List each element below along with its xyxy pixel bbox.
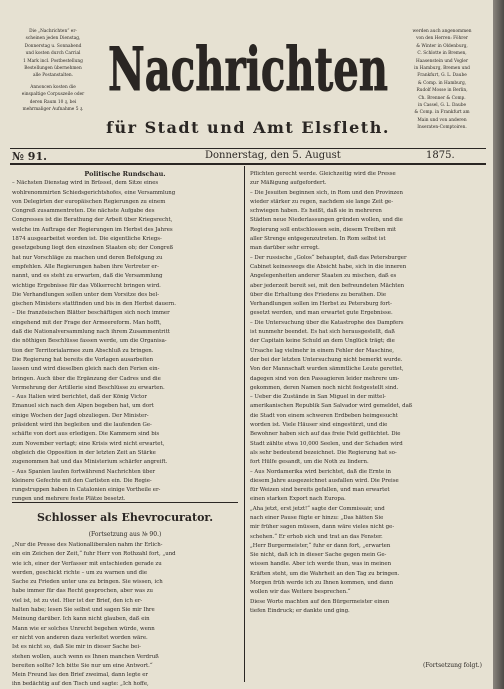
text-line: wollen wir das Weitere besprechen.“: [250, 589, 351, 596]
text-line: schehen.“ Er erhob sich und trat an das Fenster.: [250, 533, 383, 540]
agent-line: & Winter in Oldenburg,: [416, 43, 468, 49]
text-line: Morgen früh werde ich zu Ihnen kommen, und dann: [250, 580, 394, 587]
text-line: Verhandlungen sollen im Herbst zu Petersburg fort-: [250, 301, 392, 308]
text-line: Sie nicht, daß ich in dieser Sache gegen mein Ge-: [250, 552, 387, 559]
text-line: ist nunmehr beendet. Es hat sich herausgestellt, daß: [250, 329, 395, 336]
subscription-line: scheinen jeden Dienstag,: [25, 36, 81, 42]
text-line: nannt, und es steht zu erwarten, daß die Versammlung: [12, 273, 163, 280]
advertising-rates: [10, 84, 96, 114]
subscription-line: Donnerstag u. Sonnabend: [24, 43, 82, 49]
agent-line: Frankfurt, G. L. Daube: [417, 73, 467, 79]
masthead-bottom-rule: [10, 163, 486, 165]
feuilleton-title: Schlosser als Ehevrocurator.: [36, 511, 214, 524]
text-line: Mann wie er solches Unrecht begehen würde, wenn: [12, 625, 155, 632]
text-line: viel ist, ist zu viel. Hier ist der Brief, den ich er-: [12, 597, 143, 604]
text-line: er nicht von anderen dazu verleitet worden wäre.: [12, 634, 148, 641]
advertising-line: deren Raum 10 ₰, bei: [29, 99, 77, 105]
text-line: welche im Auftrage der Regierungen im Herbst des Jahres: [12, 226, 173, 233]
text-line: wissen handle. Aber ich werde thun, was in meinen: [250, 561, 392, 568]
text-line: über die Erhaltung des Friedens zu berathen. Die: [250, 291, 387, 298]
text-line: Stadt zählte etwa 10,000 Seelen, und der Schaden wird: [250, 440, 403, 447]
text-line: kleinere Gefechte mit den Carlisten ein. Die Regie-: [12, 477, 152, 484]
text-line: ihn bedächtig auf den Tisch und sagte: „Ich hoffe,: [12, 681, 149, 688]
subscription-line: Bestellungen übernehmen: [24, 66, 82, 72]
text-line: man darüber sehr erregt.: [250, 245, 320, 252]
text-line: gesetzgebung liegt den einzelnen Staaten ob; der Congreß: [12, 245, 174, 252]
masthead-title-text: Nachrichten: [108, 35, 388, 105]
agent-line: & Comp. in Hamburg,: [417, 80, 467, 86]
text-line: amerikanischen Republik San Salvador wird gemeldet, daß: [250, 403, 413, 410]
page-edge: [493, 0, 504, 689]
section-divider: [12, 502, 238, 503]
agent-line: C. Schlotte in Bremen,: [417, 51, 467, 57]
text-line: bringen. Auch über die Ergänzung der Cadres und die: [12, 375, 161, 382]
text-line: werden, geschickt richte – um zu warnen und die: [12, 569, 148, 576]
text-line: einen starken Export nach Europa.: [250, 496, 346, 503]
text-line: Congresses ist die Berathung der Arbeit über Kriegsrecht,: [12, 217, 173, 224]
text-line: – Ueber die Zustände in San Miguel in der mittel-: [250, 394, 386, 401]
text-line: für Weizen sind bereits gefallen, und man erwartet: [250, 487, 390, 494]
text-line: Angelegenheiten anderer Staaten zu mischen, daß es: [250, 273, 397, 280]
text-line: zur Mäßigung aufgefordert.: [250, 180, 327, 187]
text-line: gischen Ministers stattfinden und bis in den Herbst dauern.: [12, 301, 176, 308]
text-line: – Die Untersuchung über die Katastrophe des Dampfers: [250, 319, 404, 326]
agent-list: [399, 28, 485, 132]
text-line: Die Verhandlungen sollen unter dem Vorsitze des bel-: [12, 291, 160, 298]
article-politische-rundschau: [12, 170, 238, 505]
issue-number: № 91.: [12, 150, 47, 163]
text-line: empfehlen. Alle Regierungen haben ihre Vertreter er-: [12, 263, 159, 270]
text-line: rungstruppen haben in Catalonien einige Vortheile er-: [12, 487, 161, 494]
text-line: bereiten sollte? Ich bitte Sie nur um eine Antwort.“: [12, 662, 153, 669]
agent-line: Rudolf Mosse in Berlin,: [416, 88, 468, 94]
text-line: nach einer Pause fügte er hinzu: „Das hätten Sie: [250, 514, 384, 521]
agent-line: Main und von anderen: [417, 117, 467, 123]
text-line: rungen und mehrere feste Plätze besetzt.: [12, 496, 126, 503]
text-line: als sehr bedeutend bezeichnet. Die Regierung hat so-: [250, 449, 397, 456]
text-line: lassen und wird dieselben gleich nach den Ferien ein-: [12, 366, 160, 373]
text-line: präsident wird ihn begleiten und die laufenden Ge-: [12, 422, 152, 429]
advertising-line: mehrmaliger Aufnahme 5 ₰.: [22, 107, 84, 113]
text-line: tion der Territorialarmee zum Abschluß zu bringen.: [12, 347, 154, 354]
text-line: Pflichten gerecht werde. Gleichzeitig wird die Presse: [250, 171, 396, 177]
text-line: aber jederzeit bereit sei, mit den befreundeten Mächten: [250, 282, 405, 289]
issue-year: 1875.: [426, 150, 455, 161]
text-line: gesetzt werden, und man erwartet gute Ergebnisse.: [250, 310, 393, 317]
text-line: „Aha jetzt, erst jetzt!“ sagte der Commissair, und: [250, 505, 385, 512]
text-line: tiefen Eindruck; er dankte und ging.: [250, 607, 350, 614]
text-line: Mein Freund las den Brief zweimal, dann legte er: [12, 672, 149, 679]
text-line: diesem Jahre ausgezeichnet ausfallen wird. Die Preise: [250, 477, 399, 484]
masthead-subtitle: für Stadt und Amt Elsfleth.: [106, 118, 390, 137]
text-line: Congreß zusammentreten. Die nächste Aufgabe des: [12, 208, 155, 215]
subscription-line: und kosten durch Carrial: [25, 51, 81, 57]
text-line: Regierung soll entschlossen sein, diesem Treiben mit: [250, 226, 397, 233]
text-line: hat nur Vorschläge zu machen und deren Befolgung zu: [12, 254, 163, 261]
text-line: Bewohner haben sich auf das freie Feld geflüchtet. Die: [250, 431, 401, 438]
article-column-right: [250, 170, 482, 616]
text-line: Sache zu Frieden unter uns zu bringen. Sie wissen, ich: [12, 579, 163, 586]
agent-line: Inseraten-Comptoiren.: [417, 125, 467, 131]
subscription-terms: [10, 28, 96, 80]
text-line: – Nächsten Dienstag wird in Brüssel, dem Sitze eines: [12, 180, 159, 187]
text-line: wie ich, einer der Verfasser mit entschieden gerade zu: [12, 560, 162, 567]
advertising-line: einspaltige Corpuszeile oder: [21, 92, 85, 98]
agent-line: & Comp. in Frankfurt am: [414, 110, 470, 116]
masthead-title-art: [104, 20, 392, 116]
feuilleton-text: [12, 541, 238, 689]
column-divider: [244, 166, 245, 682]
agent-line: in Cassel, G. L. Daube: [417, 103, 467, 109]
agent-line: Haasenstein und Vogler: [415, 58, 469, 64]
text-line: 1874 ausgearbeitet worden ist. Die eigentliche Kriegs-: [12, 236, 162, 243]
text-line: – Aus Italien wird berichtet, daß der König Victor: [12, 394, 147, 401]
text-line: der Capitain keine Schuld an dem Unglück trägt; die: [250, 338, 395, 345]
agent-line: von den Herren: Föhrer: [416, 36, 468, 42]
text-line: Vermehrung der Artillerie sind Beschlüsse zu erwarten.: [12, 384, 165, 391]
agent-line: werden auch angenommen: [412, 29, 472, 34]
text-line: von Delegirten der europäischen Regierungen zu einem: [12, 198, 166, 205]
text-line: Von der Mannschaft wurden sämmtliche Leute gerettet,: [250, 366, 404, 373]
text-line: zugenommen hat und das Ministerium schärfer angreift.: [12, 459, 168, 466]
text-line: Städten neue Niederlassungen gründen wollen, und die: [250, 217, 403, 224]
text-line: ein ein Zeichen der Zeit,“ fuhr Herr von Rothzahl fort, „und: [12, 551, 176, 558]
text-line: Meinung darüber. Ich kann nicht glauben, daß ein: [12, 616, 150, 623]
text-line: Cabinet keineswegs die Absicht habe, sich in die inneren: [250, 263, 407, 270]
advertising-line: Annoncen kosten die: [30, 84, 76, 90]
text-line: – Die Jesuiten beginnen sich, in Rom und den Provinzen: [250, 189, 403, 196]
masthead-title: [104, 20, 392, 105]
text-line: die Stadt von einem schweren Erdbeben heimgesucht: [250, 412, 398, 419]
text-line: schwiegen haben. Es heißt, daß sie in mehreren: [250, 208, 382, 215]
text-line: mir früher sagen müssen, dann wäre vieles nicht ge-: [250, 524, 395, 531]
text-line: – Die französischen Blätter beschäftigen sich noch immer: [12, 310, 170, 317]
agent-line: Ch. Brenner & Comp.: [418, 95, 466, 101]
text-line: wohlrenommirten Schiedsgerichtshofes, eine Versammlung: [12, 189, 176, 196]
text-line: stehen wollen, auch wenn es Ihnen manchen Verdruß: [12, 653, 159, 660]
text-line: – Aus Spanien laufen fortwährend Nachrichten über: [12, 468, 156, 475]
text-line: schäfte von dort aus erledigen. Die Kammern sind bis: [12, 431, 160, 438]
subscription-info: [10, 28, 96, 117]
text-line: Kräften steht, um die Wahrheit an den Tag zu bringen.: [250, 570, 400, 577]
text-line: einige Wochen der Jagd obzuliegen. Der Minister-: [12, 412, 149, 419]
issue-date: Donnerstag, den 5. August: [205, 150, 341, 161]
text-line: aller Strenge entgegenzutreten. In Rom selbst ist: [250, 236, 386, 243]
text-line: gekommen, deren Namen noch nicht festgestellt sind.: [250, 384, 399, 391]
feuilleton-continuation-note: (Fortsetzung aus № 90.): [88, 531, 162, 538]
text-line: „Herr Burgermeister,“ fuhr er dann fort, „erwarten: [250, 542, 391, 549]
text-line: Diese Worte machten auf den Bürgermeister einen: [250, 598, 390, 605]
text-line: Ist es nicht so, daß Sie mir in dieser Sache bei-: [12, 644, 141, 651]
text-line: halten habe; lesen Sie selbst und sagen Sie mir Ihre: [12, 607, 155, 614]
text-line: – Aus Nordamerika wird berichtet, daß die Ernte in: [250, 468, 392, 475]
text-line: wichtige Ergebnisse für das Völkerrecht bringen wird.: [12, 282, 161, 289]
agent-line: in Hamburg, Bremen und: [414, 66, 470, 72]
masthead-top-rule: [10, 148, 486, 149]
text-line: „Nur die Presse des Nationalliberalen nahm ihr Erlich-: [12, 542, 163, 548]
text-line: obgleich die Opposition in der letzten Zeit an Stärke: [12, 449, 156, 456]
text-line: der bei der letzten Untersuchung nicht bemerkt wurde.: [250, 356, 403, 363]
text-line: zum November vertagt; eine Krisis wird nicht erwartet,: [12, 440, 165, 447]
text-line: dagegen sind von den Passagieren leider mehrere um-: [250, 375, 400, 382]
text-line: die nöthigen Beschlüsse fassen werde, um die Organisa-: [12, 338, 167, 345]
text-line: Die Regierung hat bereits die Vorlagen ausarbeiten: [12, 356, 154, 363]
text-line: Ursache lag vielmehr in einem Fehler der Maschine,: [250, 347, 394, 354]
text-line: fort Hülfe gesandt, um die Noth zu lindern.: [250, 459, 369, 466]
text-line: wieder stärker zu regen, nachdem sie lange Zeit ge-: [250, 198, 394, 205]
text-line: Politische Rundschau.: [84, 170, 166, 178]
subscription-line: alle Postanstalten.: [32, 73, 74, 79]
text-line: eingehend mit der Frage der Armeereform. Man hofft,: [12, 319, 162, 326]
text-line: – Der russische „Golos“ behauptet, daß das Petersburger: [250, 254, 407, 261]
text-line: habe immer für das Recht gesprochen, aber was zu: [12, 588, 154, 595]
subscription-line: 1 Mark incl. Postbestellung: [23, 58, 83, 64]
text-line: daß die Nationalversammlung nach ihrem Zusammentritt: [12, 329, 170, 336]
text-line: worden ist. Viele Häuser sind eingestürzt, und die: [250, 422, 388, 429]
continued-note: (Fortsetzung folgt.): [423, 662, 482, 669]
subscription-line: Die „Nachrichten“ er-: [29, 29, 77, 34]
text-line: Emanuel sich nach den Alpen begeben hat, um dort: [12, 403, 154, 410]
advertising-agents: [399, 28, 485, 136]
